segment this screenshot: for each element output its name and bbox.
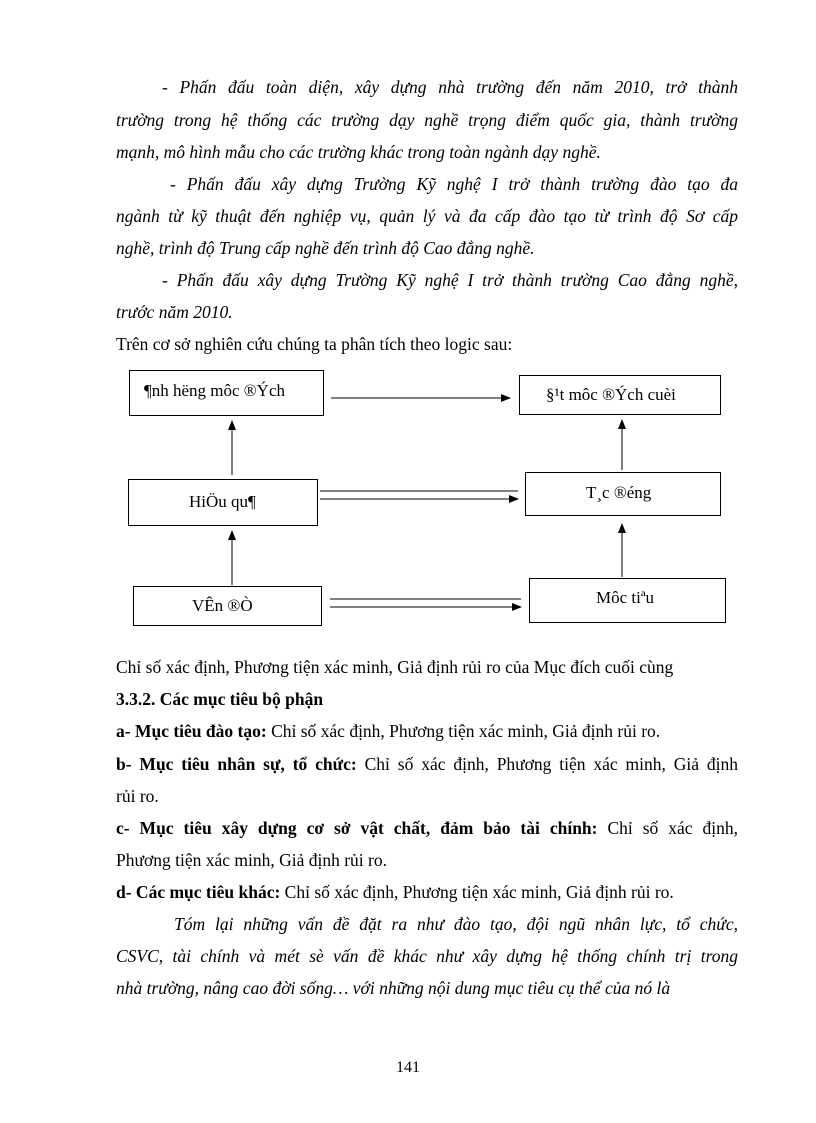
- sub-item-a: [116, 720, 660, 742]
- sub-item-a-text: Chỉ số xác định, Phương tiện xác minh, Giả định rủi ro.: [266, 721, 661, 741]
- sub-item-d-text: Chỉ số xác định, Phương tiện xác minh, Giả định rủi ro.: [280, 882, 674, 902]
- problem-box-label: VÊn ®Ò: [192, 596, 253, 615]
- summary-line-1: Tóm lại những vấn đề đặt ra như đào tạo, đội ngũ nhân lực, tổ chức,: [174, 914, 738, 934]
- problem-box: [133, 586, 322, 626]
- sub-item-d-label: d- Các mục tiêu khác:: [116, 882, 281, 902]
- impact-box-label: T¸c ®éng: [586, 483, 652, 502]
- sub-item-c-label: c- Mục tiêu xây dựng cơ sở vật chất, đảm bảo tài chính:: [116, 818, 598, 838]
- objective-box-label: Môc tiªu: [596, 588, 655, 607]
- sub-item-a-label: a- Mục tiêu đào tạo:: [116, 721, 267, 741]
- objective-box: [529, 578, 726, 623]
- intro-line-8: trước năm 2010.: [116, 302, 233, 322]
- final-goal-box-label: §¹t môc ®Ých cuèi: [546, 385, 676, 404]
- sub-item-d: [116, 881, 674, 903]
- final-goal-box: [519, 375, 721, 415]
- sub-item-b-cont: rủi ro.: [116, 786, 159, 806]
- influence-box: [129, 370, 324, 416]
- efficiency-box: [128, 479, 318, 526]
- sub-item-c-text: Chỉ số xác định,: [597, 818, 738, 838]
- sub-item-b: [116, 753, 738, 775]
- sub-item-b-text: Chỉ số xác định, Phương tiện xác minh, Giả định: [356, 754, 739, 774]
- summary-line-3: nhà trường, nâng cao đời sống… với những nội dung mục tiêu cụ thể của nó là: [116, 978, 671, 998]
- impact-box: [525, 472, 721, 516]
- intro-line-4: - Phấn đấu xây dựng Trường Kỹ nghệ I trở thành trường đào tạo đa: [170, 174, 738, 194]
- intro-line-7: - Phấn đấu xây dựng Trường Kỹ nghệ I trở thành trường Cao đẳng nghề,: [162, 270, 738, 290]
- intro-line-5: ngành từ kỹ thuật đến nghiệp vụ, quản lý và đa cấp đào tạo từ trình độ Sơ cấp: [116, 206, 738, 226]
- indicator-line: Chỉ số xác định, Phương tiện xác minh, Giả định rủi ro của Mục đích cuối cùng: [116, 657, 674, 677]
- intro-line-3: mạnh, mô hình mẫu cho các trường khác trong toàn ngành dạy nghề.: [116, 142, 601, 162]
- sub-item-b-label: b- Mục tiêu nhân sự, tổ chức:: [116, 754, 357, 774]
- section-heading: 3.3.2. Các mục tiêu bộ phận: [116, 689, 324, 709]
- intro-line-6: nghề, trình độ Trung cấp nghề đến trình độ Cao đẳng nghề.: [116, 238, 535, 258]
- page-number: 141: [396, 1059, 420, 1076]
- intro-line-1: - Phấn đấu toàn diện, xây dựng nhà trường đến năm 2010, trở thành: [162, 77, 738, 97]
- logic-intro: Trên cơ sở nghiên cứu chúng ta phân tích theo logic sau:: [116, 334, 513, 354]
- influence-box-label: ¶nh hëng môc ®Ých: [144, 381, 286, 400]
- summary-line-2: CSVC, tài chính và mét sè vấn đề khác như xây dựng hệ thống chính trị trong: [116, 946, 738, 966]
- sub-item-c-cont: Phương tiện xác minh, Giả định rủi ro.: [116, 850, 387, 870]
- intro-line-2: trường trong hệ thống các trường dạy nghề trọng điểm quốc gia, thành trường: [116, 110, 738, 130]
- efficiency-box-label: HiÖu qu¶: [189, 492, 256, 511]
- sub-item-c: [116, 817, 738, 839]
